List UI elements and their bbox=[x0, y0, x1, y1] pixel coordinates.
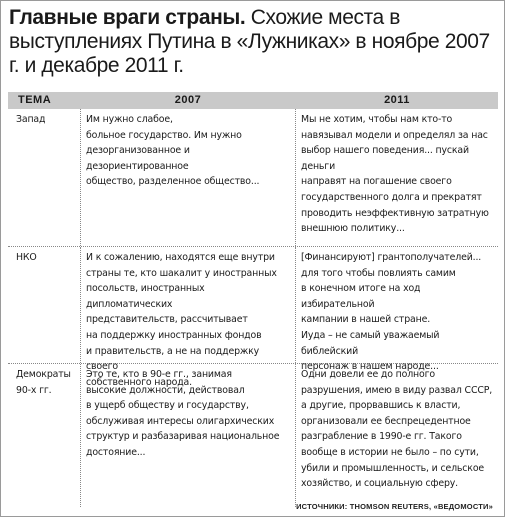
table-row bbox=[8, 364, 498, 507]
header-2007: 2007 bbox=[174, 94, 202, 106]
topic-cell: НКО bbox=[16, 252, 37, 263]
header-2011: 2011 bbox=[384, 94, 410, 106]
table-header bbox=[8, 92, 498, 109]
table-row bbox=[8, 109, 498, 247]
quote-2007-cell: Это те, кто в 90-е гг., занимая высокие должности, действовал в ущерб обществу и государству, обслуживая интересы олигархических структур и разбазаривая национальное достояние... bbox=[80, 364, 296, 507]
topic-cell: Демократы 90-х гг. bbox=[16, 369, 71, 396]
quote-2007-cell: Им нужно слабое, больное государство. Им нужно дезорганизованное и дезориентированное общество, разделенное общество... bbox=[80, 109, 296, 246]
headline bbox=[9, 6, 497, 78]
quote-2011-cell: [Финансируют] грантополучателей... для того чтобы повлиять самим в конечном итоге на ход избирательной кампании в нашей стране. Иуда – не самый уважаемый библейский персонаж в нашем народе... bbox=[301, 252, 482, 373]
quote-2011-cell: Одни довели ее до полного разрушения, имею в виду развал СССР, а другие, прорвавшись к власти, организовали ее беспрецедентное разграбление в 1990-е гг. Такого вообще в истории не было – по сути, убили и промышленность, и сельское хозяйство, и социальную сферу. bbox=[301, 369, 493, 490]
comparison-table bbox=[8, 92, 498, 507]
headline-bold: Главные враги страны. bbox=[9, 6, 246, 29]
headline-subtitle: Схожие места в выступлениях Путина в «Лужниках» в ноябре 2007 г. и декабре 2011 г. bbox=[9, 6, 490, 77]
header-topic: ТЕМА bbox=[18, 94, 52, 106]
quote-2007-cell: И к сожалению, находятся еще внутри страны те, кто шакалит у иностранных посольств, иностранных дипломатических представительств, рассчитывает на поддержку иностранных фондов и правительств, а не на поддержку своего собственного народа. bbox=[80, 247, 296, 363]
quote-2011-cell: Мы не хотим, чтобы нам кто-то навязывал модели и определял за нас выбор нашего поведения... пускай деньги направят на погашение своего государственного долга и прекратят проводить неэффективную затратную внешнюю политику... bbox=[301, 114, 489, 235]
topic-cell: Запад bbox=[16, 114, 46, 125]
source-credit: ИСТОЧНИКИ: THOMSON REUTERS, «ВЕДОМОСТИ» bbox=[296, 502, 493, 511]
